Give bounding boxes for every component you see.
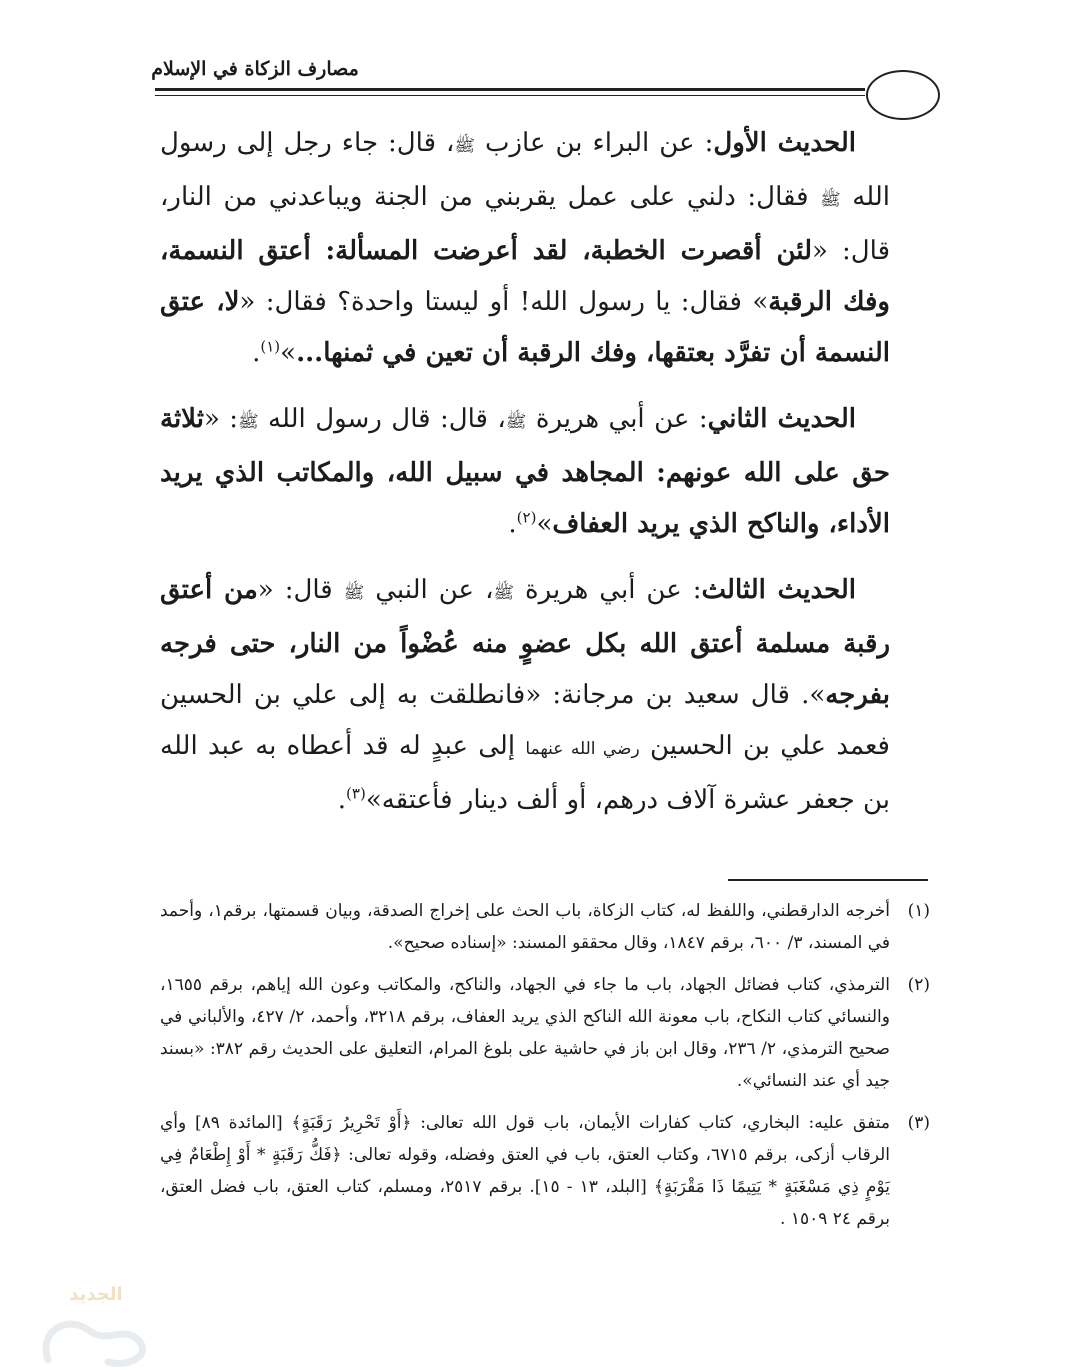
hadith-2-text-d: »: [536, 509, 553, 539]
hadith-1-text-e: »: [280, 338, 297, 368]
watermark-text: الجديد: [69, 1284, 123, 1305]
footnote-2-number: (٢): [907, 975, 930, 995]
honorific-4: ﷺ: [238, 412, 259, 432]
footnote-separator: [728, 879, 928, 881]
hadith-2-text-a: : عن أبي هريرة: [526, 404, 708, 434]
footnote-2-text: الترمذي، كتاب فضائل الجهاد، باب ما جاء في الجهاد، والناكح، والمكاتب وعون الله إياهم، برقم ١٦٥٥، والنسائي كتاب النكاح، باب معونة الله الناكح الذي يريد العفاف، برقم ٣٢١٨، وأحمد، ٢/ ٤٢٧، والألباني في صحيح الترمذي، ٢/ ٢٣٦، وقال ابن باز في حاشية على بلوغ المرام، التعليق على الحديث رقم ٣٨٢: «بسند جيد أي عند النسائي».: [160, 975, 890, 1091]
header-rule-thin: [155, 95, 865, 96]
footnote-3-text: متفق عليه: البخاري، كتاب كفارات الأيمان، باب قول الله تعالى: ﴿أَوْ تَحْرِيرُ رَقَبَةٍ﴾ [المائدة ٨٩] وأي الرقاب أزكى، برقم ٦٧١٥، وكتاب العتق، باب في العتق وفضله، وقوله تعالى: ﴿فَكُّ رَقَبَةٍ * أَوْ إِطْعَامٌ فِي يَوْمٍ ذِي مَسْغَبَةٍ * يَتِيمًا ذَا مَقْرَبَةٍ﴾ [البلد، ١٣ - ١٥]. برقم ٢٥١٧، ومسلم، كتاب العتق، باب فضل العتق، برقم ٢٤ ١٥٠٩ .: [160, 1113, 890, 1229]
footnote-1: [160, 895, 930, 959]
hadith-1-quote-a: لئن أقصرت الخطبة، لقد أعرضت المسألة: أعتق النسمة، وفك الرقبة: [160, 236, 890, 317]
hadith-1-text-a: : عن البراء بن عازب: [474, 128, 714, 158]
footnote-3-number: (٣): [907, 1113, 930, 1133]
watermark-logo: [28, 1270, 163, 1370]
footnote-3: [160, 1107, 930, 1235]
footnote-1-number: (١): [907, 901, 930, 921]
hadith-3-end: .: [337, 785, 347, 815]
hadith-3-text-c: قال: «: [257, 575, 344, 605]
page-number-oval: [866, 70, 940, 120]
hadith-paragraph-3: [160, 565, 890, 826]
hadith-3-text-d: ». قال سعيد بن مرجانة: «فانطلقت به إلى علي بن الحسين فعمد علي بن الحسين: [160, 680, 890, 761]
honorific-1: ﷺ: [454, 136, 475, 156]
footnote-2: [160, 969, 930, 1097]
hadith-3-quote: من أعتق رقبة مسلمة أعتق الله بكل عضوٍ منه عُضْواً من النار، حتى فرجه بفرجه: [160, 575, 890, 710]
hadith-1-end: .: [252, 338, 261, 368]
hadith-2-end: .: [508, 509, 517, 539]
hadith-1-text-c: فقال: دلني على عمل يقربني من الجنة ويباعدني من النار، قال: «: [160, 182, 890, 266]
hadith-1-text-b: ، قال: جاء رجل إلى رسول الله: [160, 128, 890, 212]
hadith-2-text-b: ، قال: قال رسول الله: [258, 404, 506, 434]
hadith-2-quote: ثلاثة حق على الله عونهم: المجاهد في سبيل الله، والمكاتب الذي يريد الأداء، والناكح الذي يريد العفاف: [160, 404, 890, 539]
hadith-3-text-b: ، عن النبي: [364, 575, 494, 605]
watermark-swirl: [46, 1324, 143, 1363]
honorific-2: ﷺ: [820, 190, 841, 210]
hadith-3-text-e: إلى عبدٍ له قد أعطاه به عبد الله بن جعفر عشرة آلاف درهم، أو ألف دينار فأعتقه»: [160, 731, 890, 815]
hadith-2-heading: الحديث الثاني: [707, 404, 857, 434]
main-text: [160, 118, 890, 841]
honorific-6: ﷺ: [343, 583, 365, 603]
hadith-2-text-c: : «: [203, 404, 239, 434]
hadith-paragraph-2: [160, 394, 890, 550]
honorific-5: ﷺ: [493, 583, 515, 603]
hadith-1-quote-b: لا، عتق النسمة أن تفرَّد بعتقها، وفك الرقبة أن تعين في ثمنها...: [160, 287, 890, 368]
honorific-3: ﷺ: [505, 412, 527, 432]
hadith-3-text-a: : عن أبي هريرة: [514, 575, 702, 605]
footnote-1-text: أخرجه الدارقطني، واللفظ له، كتاب الزكاة، باب الحث على إخراج الصدقة، وبيان قسمتها، برقم١، وأحمد في المسند، ٣/ ٦٠٠، برقم ١٨٤٧، وقال محققو المسند: «إسناده صحيح».: [160, 901, 890, 953]
header-title: مصارف الزكاة في الإسلام: [151, 58, 359, 80]
footnote-ref-1[interactable]: (١): [260, 337, 281, 356]
hadith-paragraph-1: [160, 118, 890, 379]
footnote-ref-2[interactable]: (٢): [516, 508, 537, 527]
honorific-7: رضي الله عنهما: [525, 739, 640, 759]
header-rule-thick: [155, 88, 865, 91]
footnotes: [160, 895, 930, 1245]
hadith-3-heading: الحديث الثالث: [701, 575, 857, 605]
hadith-1-text-d: » فقال: يا رسول الله! أو ليستا واحدة؟ فقال: «: [239, 287, 769, 317]
footnote-ref-3[interactable]: (٣): [346, 784, 366, 803]
hadith-1-heading: الحديث الأول: [713, 128, 856, 158]
